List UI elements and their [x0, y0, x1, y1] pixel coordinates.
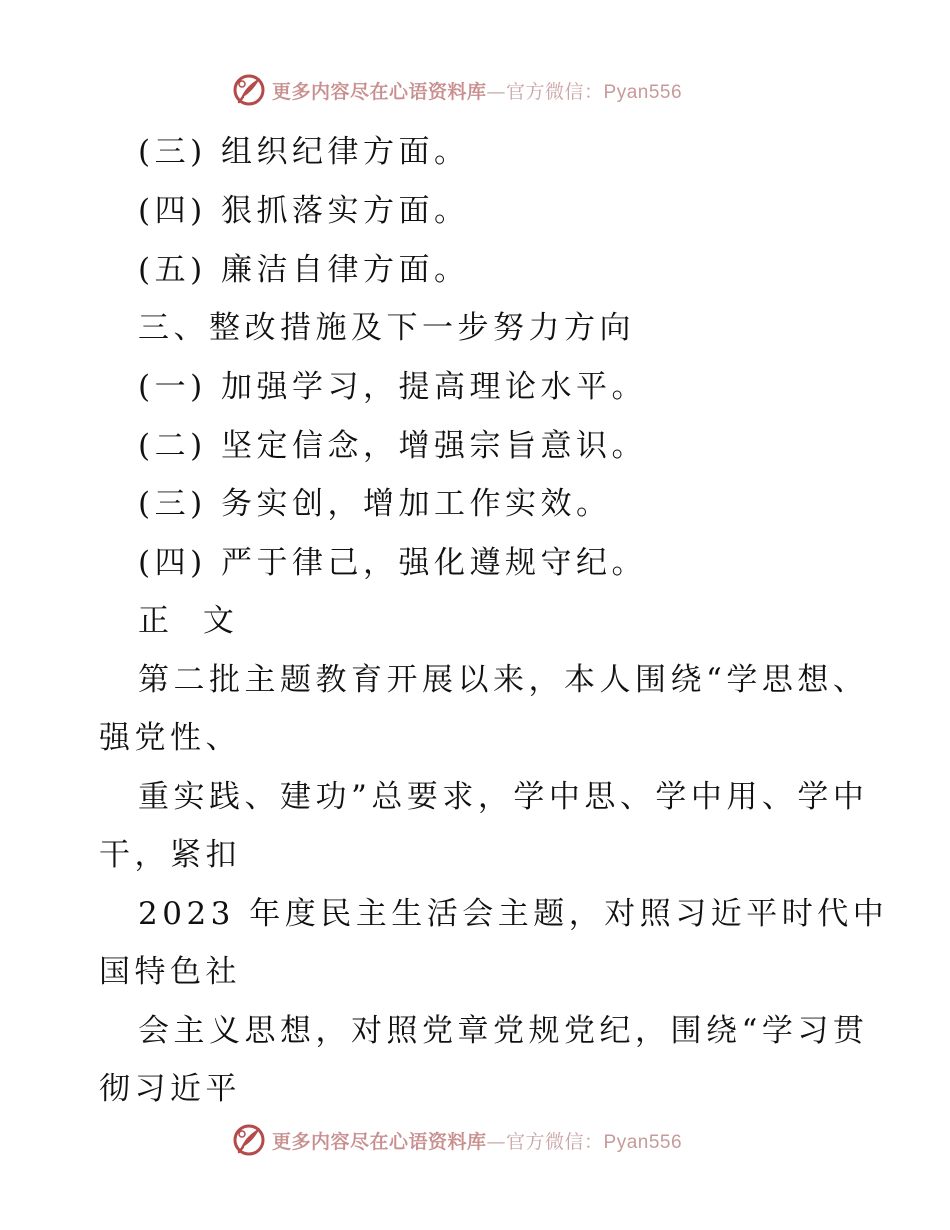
text-line: (二) 坚定信念，增强宗旨意识。: [138, 428, 648, 464]
paragraph-line: 干，紧扣: [99, 837, 241, 873]
paragraph-line: 国特色社: [99, 954, 241, 990]
paragraph-line: 第二批主题教育开展以来，本人围绕“学思想、: [138, 662, 869, 698]
paragraph-line: 强党性、: [99, 720, 241, 756]
body-heading: 正 文: [138, 603, 246, 639]
quill-logo-icon: [232, 1123, 266, 1157]
text-line: (五) 廉洁自律方面。: [138, 252, 470, 288]
paragraph-line: 会主义思想，对照党章党规党纪，围绕“学习贯: [138, 1013, 869, 1049]
section-heading: 三、整改措施及下一步努力方向: [138, 310, 635, 346]
watermark-wechat: 官方微信：: [506, 80, 604, 103]
watermark-banner-top: [232, 70, 712, 110]
paragraph-line: 重实践、建功”总要求，学中思、学中用、学中: [138, 779, 869, 815]
watermark-separator: —: [486, 1130, 507, 1153]
watermark-banner-bottom: [232, 1120, 712, 1160]
watermark-wechat: 官方微信：: [506, 1130, 604, 1153]
text-line: (一) 加强学习，提高理论水平。: [138, 369, 648, 405]
watermark-id: Pyan556: [603, 1131, 683, 1153]
watermark-id: Pyan556: [603, 81, 683, 103]
watermark-separator: —: [486, 80, 507, 103]
paragraph-line: 2023 年度民主生活会主题，对照习近平时代中: [138, 896, 889, 932]
paragraph-line: 彻习近平: [99, 1071, 241, 1107]
watermark-main: 更多内容尽在心语资料库: [272, 1130, 487, 1153]
text-line: (三) 组织纪律方面。: [138, 134, 470, 170]
quill-logo-icon: [232, 73, 266, 107]
text-line: (四) 狠抓落实方面。: [138, 193, 470, 229]
text-line: (三) 务实创，增加工作实效。: [138, 486, 612, 522]
watermark-main: 更多内容尽在心语资料库: [272, 80, 487, 103]
text-line: (四) 严于律己，强化遵规守纪。: [138, 545, 648, 581]
